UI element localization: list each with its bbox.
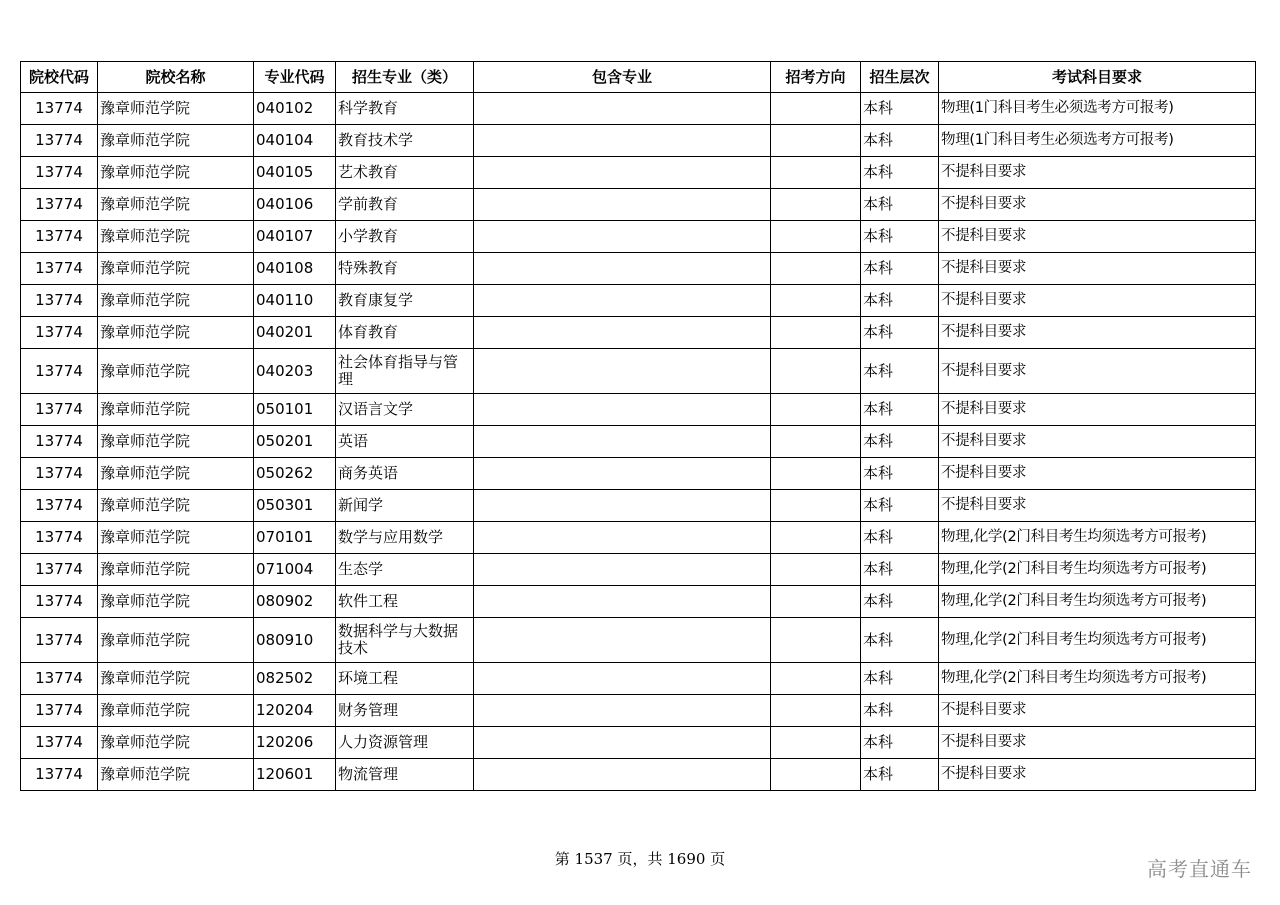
admissions-table	[20, 61, 1256, 791]
cell-included-majors	[474, 426, 771, 458]
cell-school-code: 13774	[21, 586, 98, 618]
cell-level: 本科	[861, 586, 939, 618]
cell-school-code: 13774	[21, 189, 98, 221]
cell-level: 本科	[861, 426, 939, 458]
table-header-row	[21, 62, 1256, 93]
table-row	[21, 253, 1256, 285]
cell-direction	[771, 759, 861, 791]
cell-level: 本科	[861, 253, 939, 285]
header-school-code: 院校代码	[21, 62, 98, 93]
cell-major-code: 040106	[254, 189, 336, 221]
cell-included-majors	[474, 93, 771, 125]
cell-major-name: 学前教育	[336, 189, 474, 221]
cell-included-majors	[474, 221, 771, 253]
cell-major-code: 040108	[254, 253, 336, 285]
table-row	[21, 759, 1256, 791]
cell-level: 本科	[861, 285, 939, 317]
table-row	[21, 394, 1256, 426]
cell-included-majors	[474, 394, 771, 426]
cell-school-name: 豫章师范学院	[98, 695, 254, 727]
cell-included-majors	[474, 586, 771, 618]
cell-school-name: 豫章师范学院	[98, 554, 254, 586]
cell-school-code: 13774	[21, 157, 98, 189]
cell-level: 本科	[861, 189, 939, 221]
cell-major-name: 小学教育	[336, 221, 474, 253]
table-row	[21, 554, 1256, 586]
cell-school-name: 豫章师范学院	[98, 285, 254, 317]
header-school-name: 院校名称	[98, 62, 254, 93]
cell-direction	[771, 458, 861, 490]
cell-included-majors	[474, 253, 771, 285]
cell-subject-requirements: 不提科目要求	[939, 317, 1256, 349]
cell-major-code: 050262	[254, 458, 336, 490]
cell-school-name: 豫章师范学院	[98, 759, 254, 791]
cell-major-code: 050101	[254, 394, 336, 426]
cell-school-name: 豫章师范学院	[98, 394, 254, 426]
cell-included-majors	[474, 349, 771, 394]
watermark-logo-text: 高考直通车	[1147, 857, 1252, 881]
header-direction: 招考方向	[771, 62, 861, 93]
cell-subject-requirements: 不提科目要求	[939, 221, 1256, 253]
cell-included-majors	[474, 695, 771, 727]
cell-subject-requirements: 物理,化学(2门科目考生均须选考方可报考)	[939, 522, 1256, 554]
header-level: 招生层次	[861, 62, 939, 93]
cell-school-name: 豫章师范学院	[98, 189, 254, 221]
table-row	[21, 317, 1256, 349]
table-row	[21, 189, 1256, 221]
cell-school-code: 13774	[21, 221, 98, 253]
cell-major-code: 040203	[254, 349, 336, 394]
cell-major-code: 040107	[254, 221, 336, 253]
cell-school-code: 13774	[21, 490, 98, 522]
cell-subject-requirements: 不提科目要求	[939, 285, 1256, 317]
cell-major-name: 英语	[336, 426, 474, 458]
table-row	[21, 663, 1256, 695]
cell-included-majors	[474, 618, 771, 663]
cell-subject-requirements: 不提科目要求	[939, 189, 1256, 221]
cell-level: 本科	[861, 125, 939, 157]
cell-included-majors	[474, 554, 771, 586]
cell-school-name: 豫章师范学院	[98, 349, 254, 394]
table-row	[21, 349, 1256, 394]
cell-direction	[771, 349, 861, 394]
cell-major-name: 数据科学与大数据技术	[336, 618, 474, 663]
table-row	[21, 727, 1256, 759]
cell-major-code: 040110	[254, 285, 336, 317]
cell-school-name: 豫章师范学院	[98, 458, 254, 490]
table-row	[21, 458, 1256, 490]
cell-major-name: 艺术教育	[336, 157, 474, 189]
cell-included-majors	[474, 663, 771, 695]
cell-included-majors	[474, 759, 771, 791]
cell-school-code: 13774	[21, 618, 98, 663]
table-row	[21, 586, 1256, 618]
cell-school-name: 豫章师范学院	[98, 586, 254, 618]
cell-included-majors	[474, 157, 771, 189]
cell-school-name: 豫章师范学院	[98, 93, 254, 125]
cell-school-code: 13774	[21, 285, 98, 317]
cell-major-name: 体育教育	[336, 317, 474, 349]
cell-direction	[771, 663, 861, 695]
cell-level: 本科	[861, 695, 939, 727]
cell-school-code: 13774	[21, 695, 98, 727]
cell-direction	[771, 586, 861, 618]
cell-major-name: 科学教育	[336, 93, 474, 125]
cell-major-code: 040201	[254, 317, 336, 349]
cell-school-code: 13774	[21, 394, 98, 426]
cell-direction	[771, 554, 861, 586]
cell-direction	[771, 426, 861, 458]
cell-school-name: 豫章师范学院	[98, 618, 254, 663]
cell-school-code: 13774	[21, 663, 98, 695]
cell-level: 本科	[861, 458, 939, 490]
header-major-code: 专业代码	[254, 62, 336, 93]
cell-major-code: 050201	[254, 426, 336, 458]
table-row	[21, 695, 1256, 727]
cell-major-name: 教育技术学	[336, 125, 474, 157]
table-row	[21, 221, 1256, 253]
cell-school-code: 13774	[21, 759, 98, 791]
header-included-majors: 包含专业	[474, 62, 771, 93]
cell-included-majors	[474, 727, 771, 759]
cell-subject-requirements: 不提科目要求	[939, 490, 1256, 522]
cell-level: 本科	[861, 727, 939, 759]
cell-subject-requirements: 物理,化学(2门科目考生均须选考方可报考)	[939, 586, 1256, 618]
cell-major-code: 120204	[254, 695, 336, 727]
table-row	[21, 618, 1256, 663]
header-major-name: 招生专业（类）	[336, 62, 474, 93]
cell-direction	[771, 189, 861, 221]
cell-included-majors	[474, 458, 771, 490]
cell-school-code: 13774	[21, 349, 98, 394]
cell-school-code: 13774	[21, 426, 98, 458]
cell-level: 本科	[861, 554, 939, 586]
table-row	[21, 93, 1256, 125]
cell-school-name: 豫章师范学院	[98, 125, 254, 157]
cell-subject-requirements: 不提科目要求	[939, 458, 1256, 490]
cell-school-code: 13774	[21, 253, 98, 285]
cell-level: 本科	[861, 663, 939, 695]
cell-school-name: 豫章师范学院	[98, 663, 254, 695]
cell-level: 本科	[861, 522, 939, 554]
cell-subject-requirements: 不提科目要求	[939, 727, 1256, 759]
cell-school-code: 13774	[21, 93, 98, 125]
table-row	[21, 125, 1256, 157]
cell-included-majors	[474, 490, 771, 522]
cell-level: 本科	[861, 490, 939, 522]
cell-direction	[771, 618, 861, 663]
cell-direction	[771, 490, 861, 522]
cell-school-code: 13774	[21, 317, 98, 349]
cell-included-majors	[474, 125, 771, 157]
cell-major-code: 082502	[254, 663, 336, 695]
cell-major-name: 数学与应用数学	[336, 522, 474, 554]
cell-school-code: 13774	[21, 554, 98, 586]
cell-major-code: 050301	[254, 490, 336, 522]
cell-direction	[771, 727, 861, 759]
cell-level: 本科	[861, 157, 939, 189]
table-row	[21, 490, 1256, 522]
cell-subject-requirements: 物理,化学(2门科目考生均须选考方可报考)	[939, 618, 1256, 663]
cell-major-name: 汉语言文学	[336, 394, 474, 426]
cell-school-name: 豫章师范学院	[98, 426, 254, 458]
cell-major-name: 物流管理	[336, 759, 474, 791]
cell-level: 本科	[861, 317, 939, 349]
cell-major-code: 120206	[254, 727, 336, 759]
cell-direction	[771, 253, 861, 285]
cell-subject-requirements: 不提科目要求	[939, 759, 1256, 791]
cell-level: 本科	[861, 349, 939, 394]
cell-direction	[771, 221, 861, 253]
cell-school-name: 豫章师范学院	[98, 727, 254, 759]
table-body	[21, 93, 1256, 791]
table-row	[21, 157, 1256, 189]
cell-major-code: 040105	[254, 157, 336, 189]
cell-direction	[771, 125, 861, 157]
table-row	[21, 522, 1256, 554]
table-row	[21, 426, 1256, 458]
cell-direction	[771, 695, 861, 727]
cell-school-code: 13774	[21, 727, 98, 759]
cell-level: 本科	[861, 394, 939, 426]
cell-major-name: 软件工程	[336, 586, 474, 618]
cell-direction	[771, 285, 861, 317]
cell-school-name: 豫章师范学院	[98, 253, 254, 285]
cell-major-name: 环境工程	[336, 663, 474, 695]
cell-major-code: 071004	[254, 554, 336, 586]
cell-school-name: 豫章师范学院	[98, 490, 254, 522]
cell-subject-requirements: 不提科目要求	[939, 394, 1256, 426]
cell-school-code: 13774	[21, 522, 98, 554]
cell-level: 本科	[861, 759, 939, 791]
cell-direction	[771, 157, 861, 189]
cell-school-name: 豫章师范学院	[98, 157, 254, 189]
cell-major-name: 特殊教育	[336, 253, 474, 285]
cell-major-name: 商务英语	[336, 458, 474, 490]
cell-major-name: 教育康复学	[336, 285, 474, 317]
cell-major-name: 人力资源管理	[336, 727, 474, 759]
cell-level: 本科	[861, 618, 939, 663]
cell-major-name: 社会体育指导与管理	[336, 349, 474, 394]
table-row	[21, 285, 1256, 317]
cell-subject-requirements: 不提科目要求	[939, 349, 1256, 394]
cell-major-name: 生态学	[336, 554, 474, 586]
cell-included-majors	[474, 317, 771, 349]
cell-included-majors	[474, 189, 771, 221]
cell-major-code: 080910	[254, 618, 336, 663]
cell-subject-requirements: 物理(1门科目考生必须选考方可报考)	[939, 125, 1256, 157]
cell-major-name: 财务管理	[336, 695, 474, 727]
cell-school-name: 豫章师范学院	[98, 317, 254, 349]
cell-subject-requirements: 不提科目要求	[939, 253, 1256, 285]
cell-direction	[771, 394, 861, 426]
cell-major-code: 040104	[254, 125, 336, 157]
cell-school-name: 豫章师范学院	[98, 221, 254, 253]
cell-major-code: 120601	[254, 759, 336, 791]
cell-subject-requirements: 不提科目要求	[939, 426, 1256, 458]
cell-school-name: 豫章师范学院	[98, 522, 254, 554]
cell-direction	[771, 522, 861, 554]
cell-included-majors	[474, 285, 771, 317]
cell-subject-requirements: 物理,化学(2门科目考生均须选考方可报考)	[939, 663, 1256, 695]
cell-school-code: 13774	[21, 458, 98, 490]
cell-level: 本科	[861, 93, 939, 125]
cell-direction	[771, 317, 861, 349]
cell-subject-requirements: 物理,化学(2门科目考生均须选考方可报考)	[939, 554, 1256, 586]
cell-included-majors	[474, 522, 771, 554]
cell-major-code: 070101	[254, 522, 336, 554]
cell-major-code: 040102	[254, 93, 336, 125]
page-number: 第 1537 页，共 1690 页	[554, 850, 726, 868]
cell-major-name: 新闻学	[336, 490, 474, 522]
cell-subject-requirements: 物理(1门科目考生必须选考方可报考)	[939, 93, 1256, 125]
cell-direction	[771, 93, 861, 125]
header-subject-requirements: 考试科目要求	[939, 62, 1256, 93]
cell-level: 本科	[861, 221, 939, 253]
cell-major-code: 080902	[254, 586, 336, 618]
cell-subject-requirements: 不提科目要求	[939, 157, 1256, 189]
cell-school-code: 13774	[21, 125, 98, 157]
cell-subject-requirements: 不提科目要求	[939, 695, 1256, 727]
